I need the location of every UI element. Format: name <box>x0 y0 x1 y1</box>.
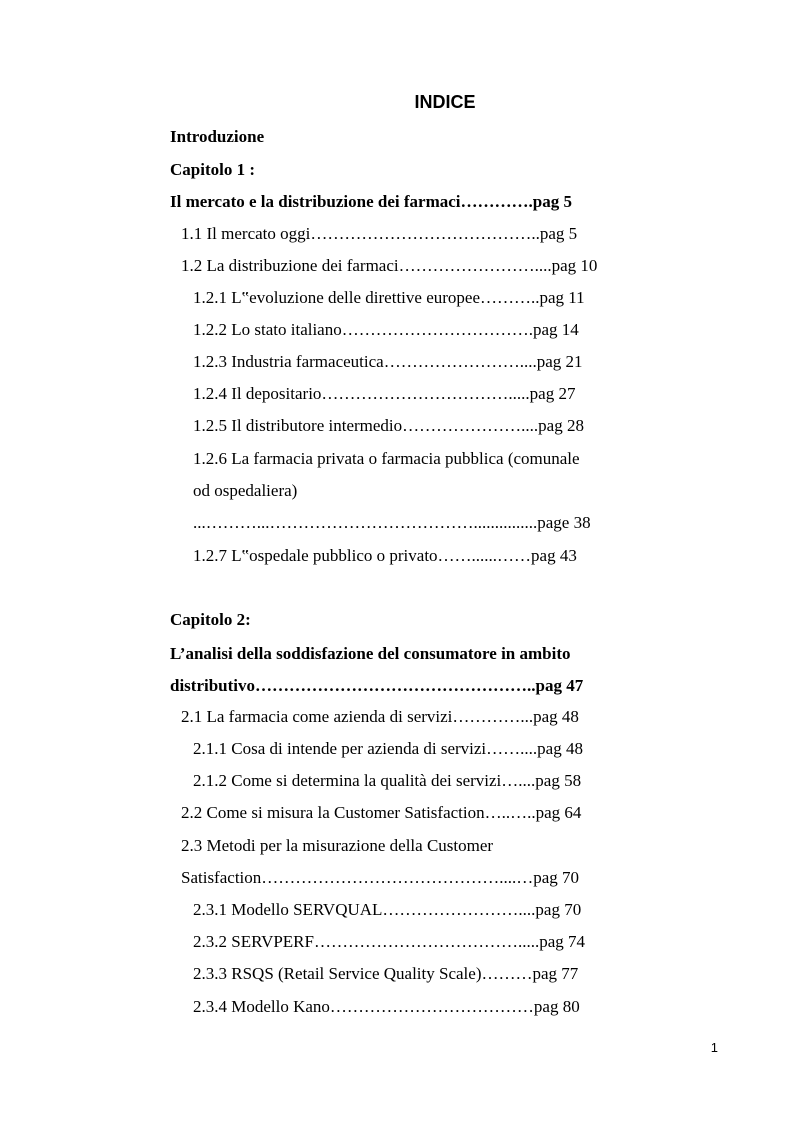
toc-entry-1-2-6-cont: od ospedaliera) <box>193 481 298 500</box>
toc-capitolo-2: Capitolo 2: <box>170 610 251 629</box>
toc-entry-2-3-4: 2.3.4 Modello Kano………………………………pag 80 <box>193 997 580 1016</box>
toc-entry-2-1-2: 2.1.2 Come si determina la qualità dei servizi…....pag 58 <box>193 771 582 790</box>
toc-entry-2-1: 2.1 La farmacia come azienda di servizi…………...pag 48 <box>181 707 579 726</box>
toc-entry-1-2-2: 1.2.2 Lo stato italiano…………………………….pag 14 <box>193 320 579 339</box>
toc-chapter-1-title: Il mercato e la distribuzione dei farmaci………….pag 5 <box>170 192 572 211</box>
toc-entry-2-3-1: 2.3.1 Modello SERVQUAL……………………....pag 70 <box>193 900 582 919</box>
toc-entry-1-2-3: 1.2.3 Industria farmaceutica……………………....pag 21 <box>193 352 583 371</box>
toc-capitolo-1: Capitolo 1 : <box>170 160 255 179</box>
page-title: INDICE <box>414 92 476 112</box>
toc-entry-2-1-1: 2.1.1 Cosa di intende per azienda di servizi……....pag 48 <box>193 739 583 758</box>
page-number: 1 <box>710 1040 718 1055</box>
toc-entry-1-2-6: 1.2.6 La farmacia privata o farmacia pubblica (comunale <box>193 449 580 468</box>
toc-introduzione: Introduzione <box>170 127 265 146</box>
toc-entry-2-3-2: 2.3.2 SERVPERF……………………………….....pag 74 <box>193 932 586 951</box>
toc-entry-1-2-4: 1.2.4 Il depositario…………………………….....pag 27 <box>193 384 576 403</box>
toc-entry-1-2-5: 1.2.5 Il distributore intermedio…………………....pag 28 <box>193 416 584 435</box>
toc-entry-1-2-1: 1.2.1 L‟evoluzione delle direttive europee………..pag 11 <box>193 288 585 307</box>
toc-chapter-2-title: L’analisi della soddisfazione del consumatore in ambito <box>170 644 571 663</box>
toc-entry-1-2: 1.2 La distribuzione dei farmaci……………………....pag 10 <box>181 256 598 275</box>
toc-chapter-2-title-cont: distributivo…………………………………………..pag 47 <box>170 676 584 695</box>
toc-entry-2-3-3: 2.3.3 RSQS (Retail Service Quality Scale)………pag 77 <box>193 964 579 983</box>
toc-entry-1-1: 1.1 Il mercato oggi…………………………………..pag 5 <box>181 224 578 243</box>
toc-entry-2-2: 2.2 Come si misura la Customer Satisfaction…..…..pag 64 <box>181 803 582 822</box>
toc-entry-1-2-6-page: ...………...………………………………...............page 38 <box>193 513 591 532</box>
toc-entry-2-3: 2.3 Metodi per la misurazione della Customer <box>181 836 494 855</box>
toc-entry-2-3-cont: Satisfaction……………………………………....…pag 70 <box>181 868 580 887</box>
toc-entry-1-2-7: 1.2.7 L‟ospedale pubblico o privato……......……pag 43 <box>193 546 577 565</box>
